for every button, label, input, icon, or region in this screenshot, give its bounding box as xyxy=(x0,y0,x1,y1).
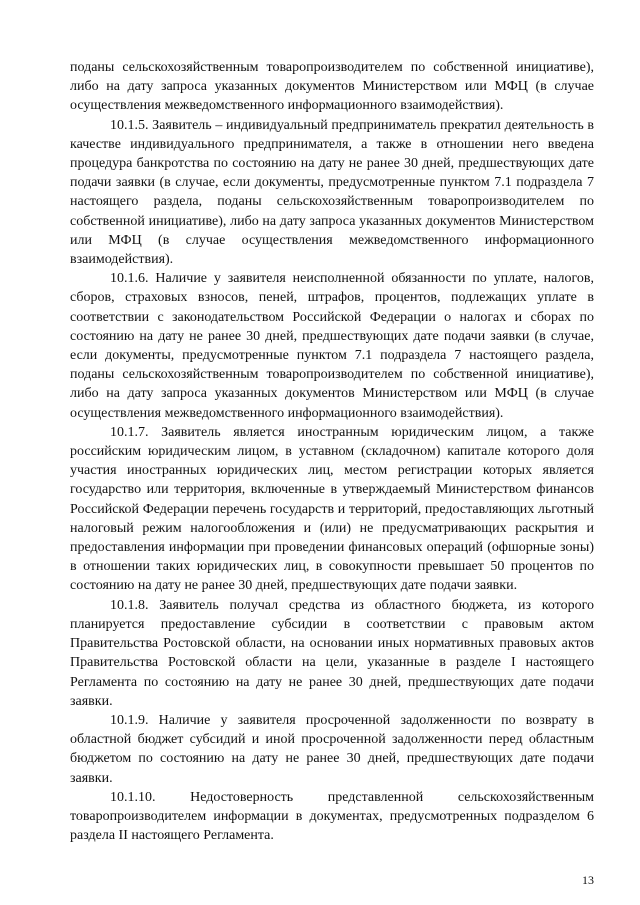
paragraph-10-1-9: 10.1.9. Наличие у заявителя просроченной задолженности по возврату в областной бюджет субсидий и иной просроченной задолженности перед областным бюджетом по состоянию на дату не ранее 30 дней, предшествующих дате подачи заявки. xyxy=(70,712,594,786)
paragraph-10-1-5: 10.1.5. Заявитель – индивидуальный предприниматель прекратил деятельность в качестве индивидуального предпринимателя, а также в отношении него введена процедура банкротства по состоянию на дату не ранее 30 дней, предшествующих дате подачи заявки (в случае, если документы, предусмотренные пунктом 7.1 подраздела 7 настоящего раздела, поданы сельскохозяйственным товаропроизводителем по собственной инициативе), либо на дату запроса указанных документов Министерством или МФЦ (в случае осуществления межведомственного информационного взаимодействия). xyxy=(70,117,594,268)
paragraph-10-1-7: 10.1.7. Заявитель является иностранным юридическим лицом, а также российским юридическим лицом, в уставном (складочном) капитале которого доля участия иностранных юридических лиц, местом регистрации которых является государство или территория, включенные в утверждаемый Министерством финансов Российской Федерации перечень государств и территорий, предоставляющих льготный налоговый режим налогообложения и (или) не предусматривающих раскрытия и предоставления информации при проведении финансовых операций (офшорные зоны) в отношении таких юридических лиц, в совокупности превышает 50 процентов по состоянию на дату не ранее 30 дней, предшествующих дате подачи заявки. xyxy=(70,424,594,594)
paragraph-continuation: поданы сельскохозяйственным товаропроизводителем по собственной инициативе), либо на дату запроса указанных документов Министерством или МФЦ (в случае осуществления межведомственного информационного взаимодействия). xyxy=(70,60,594,114)
paragraph-10-1-6: 10.1.6. Наличие у заявителя неисполненной обязанности по уплате, налогов, сборов, страховых взносов, пеней, штрафов, процентов, подлежащих уплате в соответствии с законодательством Российской Федерации о налогах и сборах по состоянию на дату не ранее 30 дней, предшествующих дате подачи заявки (в случае, если документы, предусмотренные пунктом 7.1 подраздела 7 настоящего раздела, поданы сельскохозяйственным товаропроизводителем по собственной инициативе), либо на дату запроса указанных документов Министерством или МФЦ (в случае осуществления межведомственного информационного взаимодействия). xyxy=(70,271,594,421)
paragraph-10-1-10: 10.1.10. Недостоверность представленной сельскохозяйственным товаропроизводителем информации в документах, предусмотренных подразделом 6 раздела II настоящего Регламента. xyxy=(70,789,594,844)
page-number: 13 xyxy=(582,873,594,887)
paragraph-10-1-8: 10.1.8. Заявитель получал средства из областного бюджета, из которого планируется предоставление субсидии в соответствии с правовым актом Правительства Ростовской области, на основании иных нормативных правовых актов Правительства Ростовской области на цели, указанные в разделе I настоящего Регламента по состоянию на дату не ранее 30 дней, предшествующих дате подачи заявки. xyxy=(70,597,594,709)
